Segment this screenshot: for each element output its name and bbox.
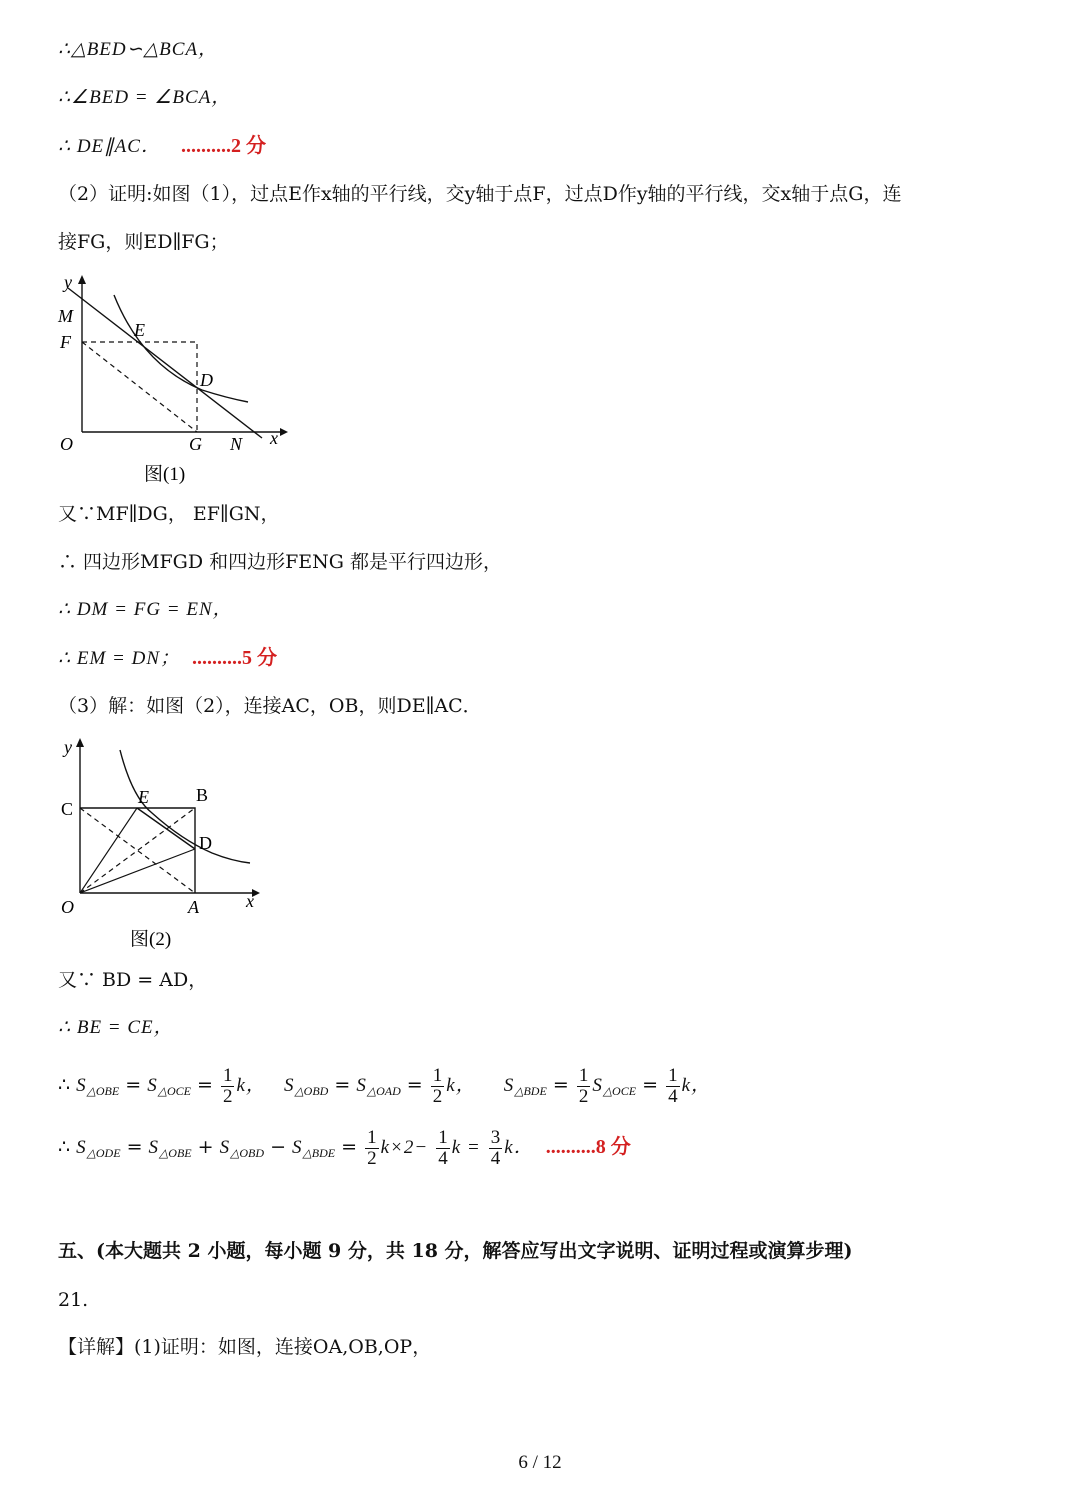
f1-frac-2: $\frac{1}{2}$ <box>432 1064 443 1107</box>
fig1-label-x: x <box>270 428 278 448</box>
f1-s5: S <box>503 1075 515 1096</box>
f2-eq1: = <box>126 1136 143 1158</box>
fig2-caption: 图(2) <box>130 929 172 950</box>
area-formula-1 <box>58 1058 1050 1114</box>
f2-s4: S <box>292 1137 303 1158</box>
f2-eq3: k = <box>451 1137 481 1158</box>
f1-frac-3: $\frac{1}{2}$ <box>578 1064 589 1107</box>
f1-s3-sub: △OBD <box>294 1084 329 1098</box>
f2-s3-sub: △OBD <box>230 1146 265 1160</box>
figure-2 <box>52 735 292 955</box>
fig1-label-m: M <box>58 306 73 326</box>
part2-intro: （2）证明:如图（1），过点E作x轴的平行线，交y轴于点F，过点D作y轴的平行线，交x轴于点G，连 <box>58 183 902 205</box>
fig1-label-y: y <box>64 272 72 292</box>
fig1-label-e: E <box>134 320 145 340</box>
f1-s4: S <box>356 1075 367 1096</box>
f2-end: k． <box>504 1137 534 1158</box>
f2-s3: S <box>219 1137 231 1158</box>
f1-therefore: ∴ <box>58 1074 71 1096</box>
proof-line-em-dn <box>58 645 1050 672</box>
fig1-caption: 图(1) <box>144 464 186 485</box>
f1-s2-sub: △OCE <box>157 1084 191 1098</box>
f1-eq4: = <box>406 1074 423 1096</box>
part2-intro-continued: 接FG，则ED∥FG； <box>58 231 229 253</box>
f1-s6-sub: △OCE <box>602 1084 637 1098</box>
f1-eq5: = <box>552 1074 569 1096</box>
f1-s4-sub: △OAD <box>366 1084 401 1098</box>
f1-k2: k， <box>446 1075 476 1096</box>
score-mark-8: ..........8 分 <box>545 1136 631 1158</box>
proof-line-bd-ad: 又∵ BD = AD， <box>58 969 208 991</box>
f1-s1: S <box>76 1075 87 1096</box>
fig2-label-c: C <box>61 799 74 819</box>
proof-line-em-dn-text: ∴ EM = DN； <box>58 648 180 669</box>
score-mark-2: ..........2 分 <box>181 135 266 157</box>
fig1-label-d: D <box>200 370 213 390</box>
f2-frac-3: $\frac{3}{4}$ <box>490 1126 501 1169</box>
proof-line-parallel-text: ∴ DE∥AC． <box>58 136 161 157</box>
f2-s4-sub: △BDE <box>302 1146 336 1160</box>
answer-21-intro: 【详解】(1)证明：如图，连接OA,OB,OP， <box>58 1336 432 1358</box>
fig2-label-d: D <box>199 833 212 853</box>
fig2-label-a: A <box>188 897 199 917</box>
fig1-label-o: O <box>60 434 73 454</box>
f2-mid: k×2− <box>380 1137 429 1158</box>
f1-s2: S <box>147 1075 158 1096</box>
proof-line-parallelograms: ∴ 四边形MFGD 和四边形FENG 都是平行四边形， <box>58 551 503 573</box>
f2-eq2: = <box>341 1136 358 1158</box>
f2-therefore: ∴ <box>58 1136 71 1158</box>
f2-s2-sub: △OBE <box>159 1146 192 1160</box>
proof-line-parallel <box>58 133 1050 160</box>
f2-frac-2: $\frac{1}{4}$ <box>438 1126 448 1169</box>
figure-1-diagram <box>52 270 292 490</box>
f1-eq2: = <box>197 1074 213 1096</box>
f2-frac-1: $\frac{1}{2}$ <box>367 1126 377 1169</box>
proof-line-similar-triangles: ∴△BED∽△BCA， <box>58 39 219 60</box>
proof-line-be-ce: ∴ BE = CE， <box>58 1017 174 1038</box>
page-number: 6 / 12 <box>518 1452 562 1473</box>
figure-1 <box>52 270 292 490</box>
fig1-label-f: F <box>60 332 71 352</box>
fig1-label-n: N <box>230 434 243 454</box>
score-mark-5: ..........5 分 <box>192 647 278 669</box>
proof-line-equal-segments: ∴ DM = FG = EN， <box>58 599 233 620</box>
fig1-label-g: G <box>189 434 202 454</box>
f1-frac-4: $\frac{1}{4}$ <box>668 1064 678 1107</box>
figure-2-diagram <box>52 735 292 955</box>
fig2-label-b: B <box>196 785 209 805</box>
f1-eq1: = <box>125 1074 142 1096</box>
fig2-label-e: E <box>138 787 149 807</box>
f2-s1: S <box>76 1137 87 1158</box>
f1-s3: S <box>283 1075 295 1096</box>
f1-s5-sub: △BDE <box>514 1084 547 1098</box>
f2-s1-sub: △ODE <box>86 1146 121 1160</box>
proof-line-parallel-sides: 又∵MF∥DG， EF∥GN， <box>58 503 280 525</box>
area-formula-2 <box>58 1120 1050 1176</box>
f1-eq6: = <box>642 1074 659 1096</box>
f2-s2: S <box>148 1137 160 1158</box>
f1-k1: k， <box>236 1075 266 1096</box>
f1-s1-sub: △OBE <box>86 1084 120 1098</box>
fig2-label-x: x <box>246 891 254 911</box>
question-number-21: 21. <box>58 1289 89 1311</box>
f2-minus: − <box>270 1136 286 1158</box>
f1-frac-1: $\frac{1}{2}$ <box>222 1064 233 1107</box>
f1-eq3: = <box>334 1074 351 1096</box>
part3-intro: （3）解：如图（2），连接AC，OB，则DE∥AC． <box>58 695 482 717</box>
fig2-label-y: y <box>64 737 72 757</box>
fig2-label-o: O <box>61 897 74 917</box>
f1-k3: k， <box>681 1075 712 1096</box>
f2-plus: + <box>197 1136 214 1158</box>
section-five-heading: 五、(本大题共 2 小题，每小题 9 分，共 18 分，解答应写出文字说明、证明过程或演算步理) <box>58 1240 853 1262</box>
proof-line-equal-angles: ∴∠BED = ∠BCA， <box>58 87 232 108</box>
f1-s6: S <box>592 1075 603 1096</box>
